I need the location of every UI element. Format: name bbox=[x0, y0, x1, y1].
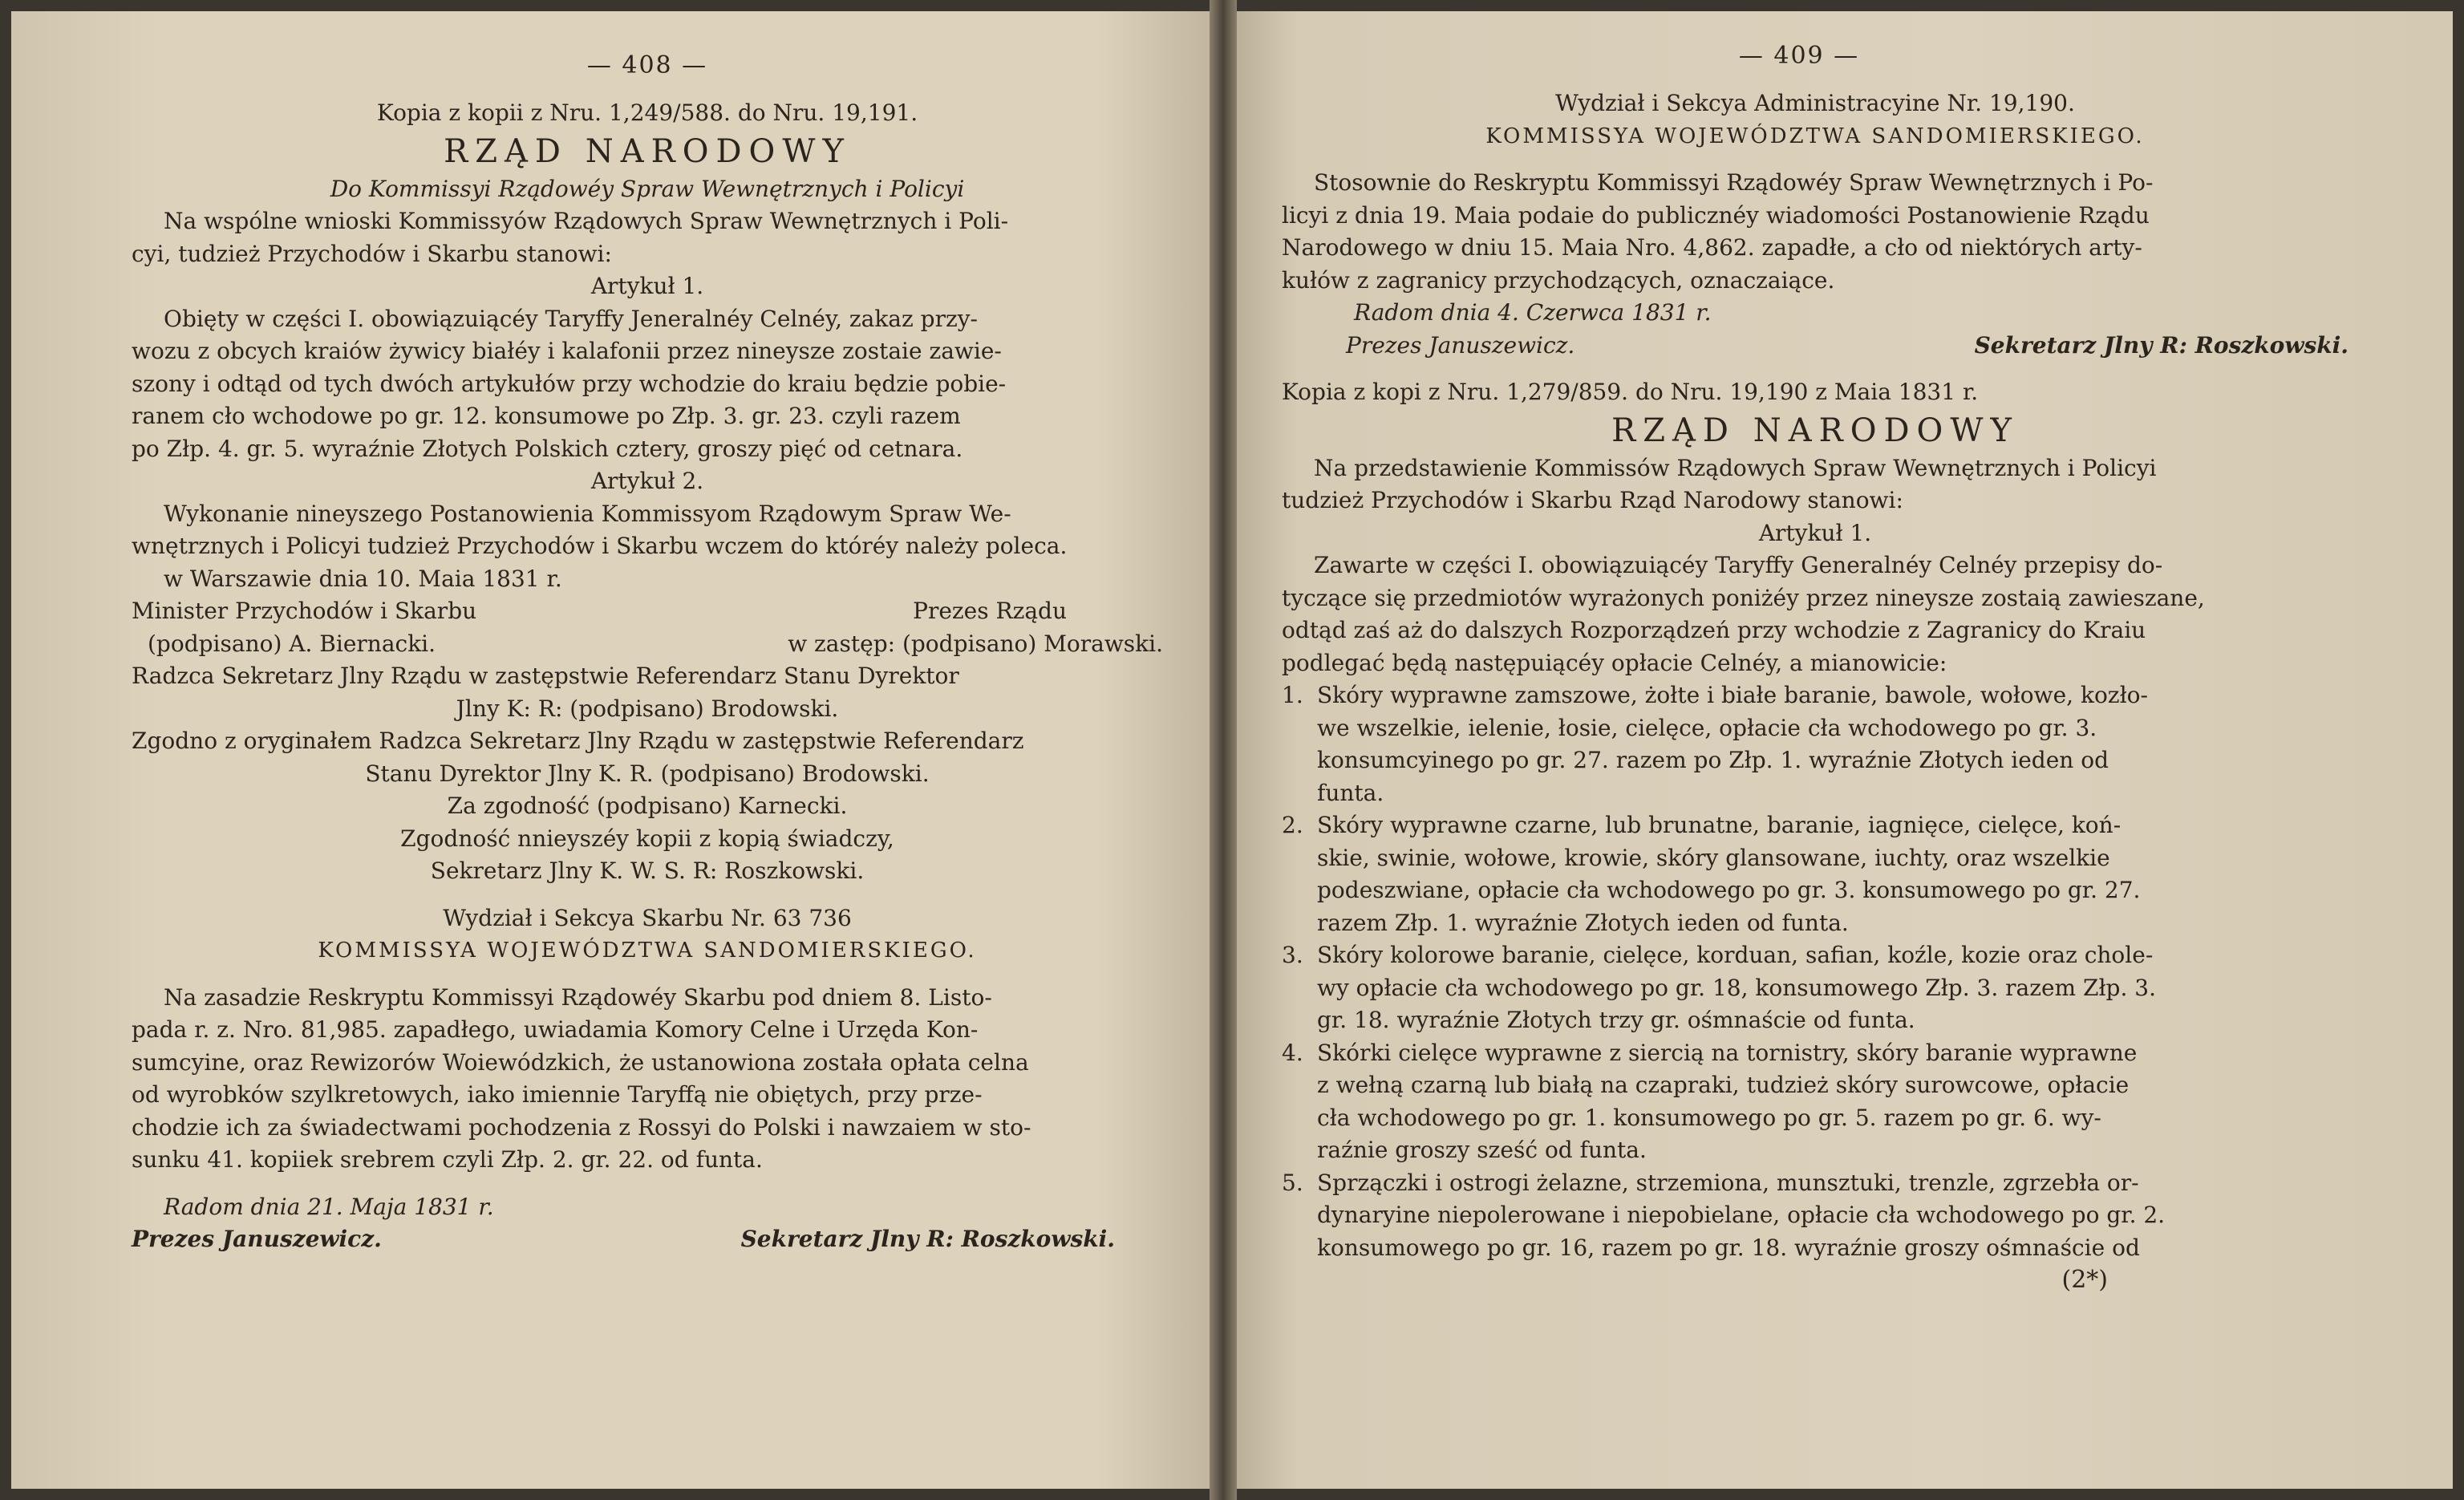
item-line: z wełną czarną lub białą na czapraki, tudzież skóry surowcowe, opłacie bbox=[1317, 1072, 2130, 1098]
right-page bbox=[1226, 11, 2453, 1489]
book-gutter bbox=[1210, 0, 1237, 1500]
item-line: Skóry wyprawne zamszowe, żołte i białe baranie, bawole, wołowe, kozło- bbox=[1317, 682, 2148, 708]
article-line: szony i odtąd od tych dwóch artykułów przy wchodzie do kraiu będzie pobie- bbox=[132, 370, 1007, 397]
commission-title: KOMMISSYA WOJEWÓDZTWA SANDOMIERSKIEGO. bbox=[318, 939, 977, 963]
body-line: od wyrobków szylkretowych, iako imiennie Taryffą nie obiętych, przy prze- bbox=[132, 1081, 983, 1108]
president-signature: Prezes Januszewicz. bbox=[132, 1226, 382, 1252]
signature-row bbox=[132, 1223, 1163, 1256]
page-number: — 409 — bbox=[1738, 42, 1860, 70]
decree-title: RZĄD NARODOWY bbox=[444, 132, 851, 170]
item-line: konsumowego po gr. 16, razem po gr. 18. wyraźnie groszy ośmnaście od bbox=[1317, 1234, 2140, 1261]
signature-row bbox=[132, 628, 1163, 661]
item-line: wy opłacie cła wchodowego po gr. 18, konsumowego Złp. 3. razem Złp. 3. bbox=[1317, 974, 2156, 1001]
signature-right: Prezes Rządu bbox=[913, 598, 1067, 624]
body-line: Narodowego w dniu 15. Maia Nro. 4,862. zapadłe, a cło od niektórych arty- bbox=[1282, 234, 2142, 261]
attest-line: Zgodność nnieyszéy kopii z kopią świadczy, bbox=[400, 825, 894, 852]
article-title: Artykuł 1. bbox=[590, 273, 704, 299]
body-line: licyi z dnia 19. Maia podaie do publicznéy wiadomości Postanowienie Rządu bbox=[1282, 201, 2150, 229]
attest-line: Sekretarz Jlny K. W. S. R: Roszkowski. bbox=[430, 857, 865, 884]
place-date: Radom dnia 4. Czerwca 1831 r. bbox=[1354, 299, 1712, 326]
article-line: Zawarte w części I. obowiązuiącéy Taryffy Generalnéy Celnéy przepisy do- bbox=[1314, 552, 2163, 578]
signature-mark: (2*) bbox=[2061, 1266, 2108, 1294]
article-line: wozu z obcych kraiów żywicy białéy i kalafonii przez nineysze zostaie zawie- bbox=[132, 338, 1002, 364]
tariff-item bbox=[1282, 1167, 2348, 1265]
signature-row bbox=[1282, 330, 2348, 363]
item-line: razem Złp. 1. wyraźnie Złotych ieden od funta. bbox=[1317, 909, 1849, 936]
signature-left: (podpisano) A. Biernacki. bbox=[148, 630, 436, 657]
item-line: dynaryine niepolerowane i niepobielane, opłacie cła wchodowego po gr. 2. bbox=[1317, 1202, 2166, 1228]
item-line: Skóry wyprawne czarne, lub brunatne, baranie, iagnięce, cielęce, koń- bbox=[1317, 812, 2122, 838]
decree-title: RZĄD NARODOWY bbox=[1611, 411, 2019, 449]
intro-line: tudzież Przychodów i Skarbu Rząd Narodowy stanowi: bbox=[1282, 487, 1903, 513]
intro-line: Na wspólne wnioski Kommissyów Rządowych Spraw Wewnętrznych i Poli- bbox=[164, 208, 1009, 234]
item-line: konsumcyinego po gr. 27. razem po Złp. 1. wyraźnie Złotych ieden od bbox=[1317, 747, 2109, 773]
secretary-signature: Sekretarz Jlny R: Roszkowski. bbox=[1974, 331, 2348, 359]
attest-line: Zgodno z oryginałem Radzca Sekretarz Jlny Rządu w zastępstwie Referendarz bbox=[132, 728, 1024, 754]
place-date: Radom dnia 21. Maja 1831 r. bbox=[164, 1193, 494, 1220]
tariff-item bbox=[1282, 809, 2348, 939]
item-line: Sprzączki i ostrogi żelazne, strzemiona, munsztuki, trenzle, zgrzebła or- bbox=[1317, 1169, 2139, 1196]
left-page bbox=[11, 11, 1219, 1489]
item-line: raźnie groszy sześć od funta. bbox=[1317, 1137, 1647, 1163]
item-number: 4. bbox=[1282, 1039, 1303, 1066]
tariff-item bbox=[1282, 679, 2348, 809]
body-line: kułów z zagranicy przychodzących, oznaczaiące. bbox=[1282, 266, 1835, 294]
body-line: Stosownie do Reskryptu Kommissyi Rządowéy Spraw Wewnętrznych i Po- bbox=[1314, 169, 2154, 196]
article-line: odtąd zaś aż do dalszych Rozporządzeń przy wchodzie z Zagranicy do Kraiu bbox=[1282, 617, 2146, 643]
item-number: 2. bbox=[1282, 812, 1303, 838]
intro-line: Na przedstawienie Kommissów Rządowych Spraw Wewnętrznych i Policyi bbox=[1314, 454, 2157, 481]
place-date: w Warszawie dnia 10. Maia 1831 r. bbox=[164, 565, 562, 592]
tariff-item bbox=[1282, 939, 2348, 1037]
article-line: Wykonanie nineyszego Postanowienia Kommissyom Rządowym Spraw We- bbox=[164, 500, 1011, 527]
item-line: skie, swinie, wołowe, krowie, skóry glansowane, iuchty, oraz wszelkie bbox=[1317, 844, 2110, 871]
item-number: 3. bbox=[1282, 942, 1303, 968]
attest-line: Radzca Sekretarz Jlny Rządu w zastępstwie Referendarz Stanu Dyrektor bbox=[132, 663, 959, 689]
article-line: Obięty w części I. obowiązuiącéy Taryffy Jeneralnéy Celnéy, zakaz przy- bbox=[164, 305, 978, 332]
signature-left: Minister Przychodów i Skarbu bbox=[132, 598, 477, 624]
item-line: funta. bbox=[1317, 779, 1384, 806]
article-title: Artykuł 1. bbox=[1758, 519, 1872, 546]
article-line: po Złp. 4. gr. 5. wyraźnie Złotych Polskich cztery, groszy pięć od cetnara. bbox=[132, 435, 963, 462]
item-number: 1. bbox=[1282, 682, 1303, 708]
body-line: sunku 41. kopiiek srebrem czyli Złp. 2. gr. 22. od funta. bbox=[132, 1146, 763, 1173]
article-line: podlegać będą następuiącéy opłacie Celnéy, a mianowicie: bbox=[1282, 649, 1947, 676]
signature-right: w zastęp: (podpisano) Morawski. bbox=[788, 630, 1163, 657]
body-line: chodzie ich za świadectwami pochodzenia z Rossyi do Polski i nawzaiem w sto- bbox=[132, 1113, 1031, 1141]
body-line: pada r. z. Nro. 81,985. zapadłego, uwiadamia Komory Celne i Urzęda Kon- bbox=[132, 1016, 979, 1043]
department-header: Wydział i Sekcya Skarbu Nr. 63 736 bbox=[443, 904, 852, 931]
attest-line: Stanu Dyrektor Jlny K. R. (podpisano) Brodowski. bbox=[365, 760, 930, 787]
president-signature: Prezes Januszewicz. bbox=[1346, 331, 1575, 359]
item-line: gr. 18. wyraźnie Złotych trzy gr. ośmnaście od funta. bbox=[1317, 1007, 1915, 1033]
article-line: wnętrznych i Policyi tudzież Przychodów i Skarbu wczem do któréy należy poleca. bbox=[132, 533, 1068, 559]
body-line: Na zasadzie Reskryptu Kommissyi Rządowéy Skarbu pod dniem 8. Listo- bbox=[164, 983, 992, 1011]
signature-row bbox=[132, 595, 1163, 628]
item-line: Skórki cielęce wyprawne z siercią na tornistry, skóry baranie wyprawne bbox=[1317, 1039, 2138, 1066]
tariff-item bbox=[1282, 1037, 2348, 1167]
page-number: — 408 — bbox=[586, 51, 708, 79]
attest-line: Za zgodność (podpisano) Karnecki. bbox=[447, 793, 848, 819]
department-header: Wydział i Sekcya Administracyine Nr. 19,190. bbox=[1555, 90, 2075, 116]
copy-header: Kopia z kopii z Nru. 1,249/588. do Nru. 19,191. bbox=[376, 99, 918, 126]
addressee: Do Kommissyi Rządowéy Spraw Wewnętrznych i Policyi bbox=[330, 175, 965, 202]
article-title: Artykuł 2. bbox=[590, 468, 704, 494]
article-line: ranem cło wchodowe po gr. 12. konsumowe po Złp. 3. gr. 23. czyli razem bbox=[132, 403, 961, 429]
item-line: podeszwiane, opłacie cła wchodowego po gr. 3. konsumowego po gr. 27. bbox=[1317, 877, 2141, 903]
attest-line: Jlny K: R: (podpisano) Brodowski. bbox=[456, 695, 839, 722]
intro-line: cyi, tudzież Przychodów i Skarbu stanowi: bbox=[132, 240, 612, 267]
body-line: sumcyine, oraz Rewizorów Woiewódzkich, że ustanowiona została opłata celna bbox=[132, 1048, 1029, 1076]
article-line: tyczące się przedmiotów wyrażonych poniżéy przez nineysze zostaią zawieszane, bbox=[1282, 584, 2205, 611]
item-line: Skóry kolorowe baranie, cielęce, korduan, safian, koźle, kozie oraz chole- bbox=[1317, 942, 2154, 968]
copy-header: Kopia z kopi z Nru. 1,279/859. do Nru. 19,190 z Maia 1831 r. bbox=[1282, 379, 1979, 405]
commission-title: KOMMISSYA WOJEWÓDZTWA SANDOMIERSKIEGO. bbox=[1485, 124, 2145, 148]
secretary-signature: Sekretarz Jlny R: Roszkowski. bbox=[740, 1226, 1115, 1252]
item-line: we wszelkie, ielenie, łosie, cielęce, opłacie cła wchodowego po gr. 3. bbox=[1317, 714, 2097, 741]
item-number: 5. bbox=[1282, 1169, 1303, 1196]
item-line: cła wchodowego po gr. 1. konsumowego po gr. 5. razem po gr. 6. wy- bbox=[1317, 1104, 2101, 1131]
